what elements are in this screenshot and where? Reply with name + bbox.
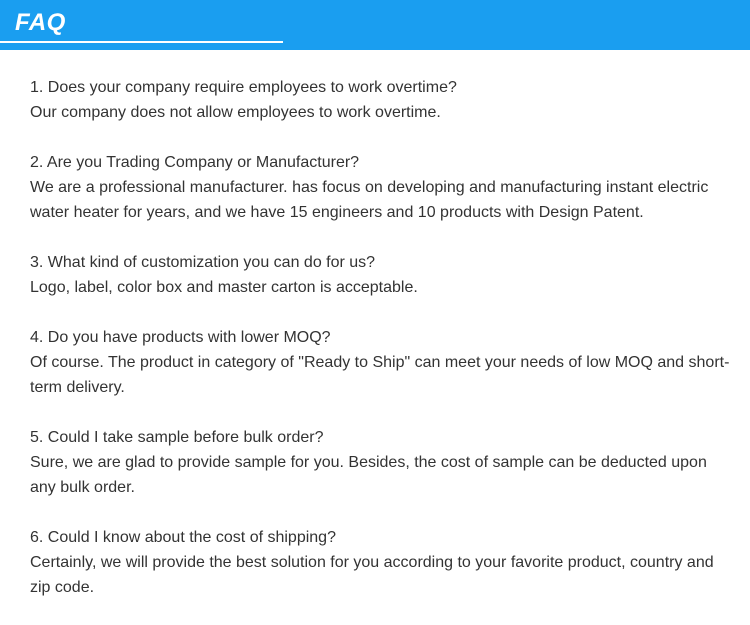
faq-item-1	[30, 75, 730, 125]
faq-header-banner	[0, 0, 750, 50]
faq-answer: Our company does not allow employees to work overtime.	[30, 104, 441, 121]
faq-item-2	[30, 150, 730, 225]
faq-question: 5. Could I take sample before bulk order?	[30, 429, 324, 446]
faq-question: 4. Do you have products with lower MOQ?	[30, 329, 331, 346]
title-underline-divider	[0, 41, 283, 43]
faq-question: 3. What kind of customization you can do for us?	[30, 254, 376, 271]
faq-answer: Certainly, we will provide the best solution for you according to your favorite product, country and zip code.	[30, 554, 714, 596]
faq-title: FAQ	[15, 9, 66, 36]
faq-list	[30, 75, 730, 625]
faq-answer: We are a professional manufacturer. has focus on developing and manufacturing instant electric water heater for years, and we have 15 engineers and 10 products with Design Patent.	[30, 179, 709, 221]
faq-question: 1. Does your company require employees to work overtime?	[30, 79, 457, 96]
faq-item-4	[30, 325, 730, 400]
faq-item-6	[30, 525, 730, 600]
faq-item-5	[30, 425, 730, 500]
faq-item-3	[30, 250, 730, 300]
faq-question: 2. Are you Trading Company or Manufacturer?	[30, 154, 360, 171]
faq-answer: Sure, we are glad to provide sample for you. Besides, the cost of sample can be deducted upon any bulk order.	[30, 454, 707, 496]
faq-answer: Logo, label, color box and master carton is acceptable.	[30, 279, 418, 296]
faq-answer: Of course. The product in category of "Ready to Ship" can meet your needs of low MOQ and short-term delivery.	[30, 354, 730, 396]
faq-question: 6. Could I know about the cost of shipping?	[30, 529, 336, 546]
